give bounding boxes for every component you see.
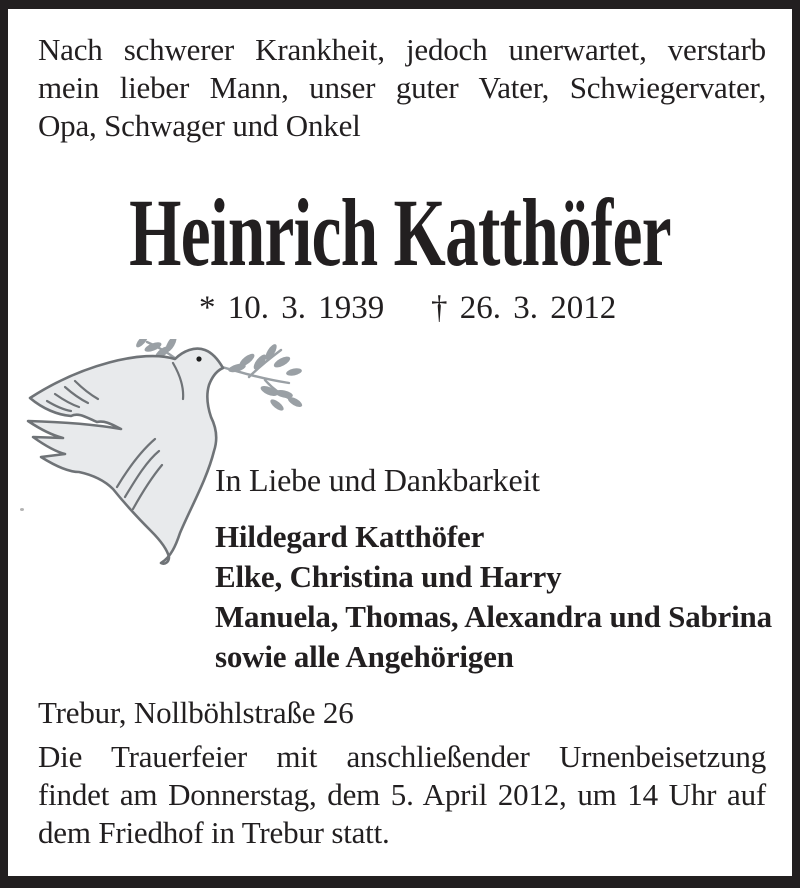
- intro-line: Nach schwerer Krankheit, jedoch unerwartet, verstarb: [38, 32, 766, 67]
- intro-line: Opa, Schwager und Onkel: [38, 108, 361, 143]
- funeral-line: dem Friedhof in Trebur statt.: [38, 815, 390, 850]
- death-date: † 26. 3. 2012: [431, 290, 617, 326]
- scan-speck: [20, 508, 24, 511]
- mourner-line: Manuela, Thomas, Alexandra und Sabrina: [215, 599, 772, 634]
- mourner-line: Elke, Christina und Harry: [215, 559, 562, 594]
- life-dates: [8, 290, 792, 330]
- dove-eye: [196, 356, 201, 361]
- intro-line: mein lieber Mann, unser guter Vater, Schwiegervater,: [38, 70, 766, 105]
- closing-line: In Liebe und Dankbarkeit: [215, 462, 540, 498]
- birth-date: * 10. 3. 1939: [199, 290, 385, 326]
- funeral-paragraph: [38, 738, 766, 852]
- mourners-list: [215, 517, 772, 677]
- funeral-line: Die Trauerfeier mit anschließender Urnenbeisetzung: [38, 739, 766, 774]
- mourner-line: Hildegard Katthöfer: [215, 519, 485, 554]
- funeral-line: findet am Donnerstag, dem 5. April 2012, um 14 Uhr auf: [38, 777, 766, 812]
- address-line: Trebur, Nollböhlstraße 26: [38, 695, 354, 730]
- intro-paragraph: [38, 31, 766, 145]
- deceased-name: Heinrich Katthöfer: [129, 179, 671, 286]
- mourner-line: sowie alle Angehörigen: [215, 639, 514, 674]
- dove-body: [28, 349, 223, 564]
